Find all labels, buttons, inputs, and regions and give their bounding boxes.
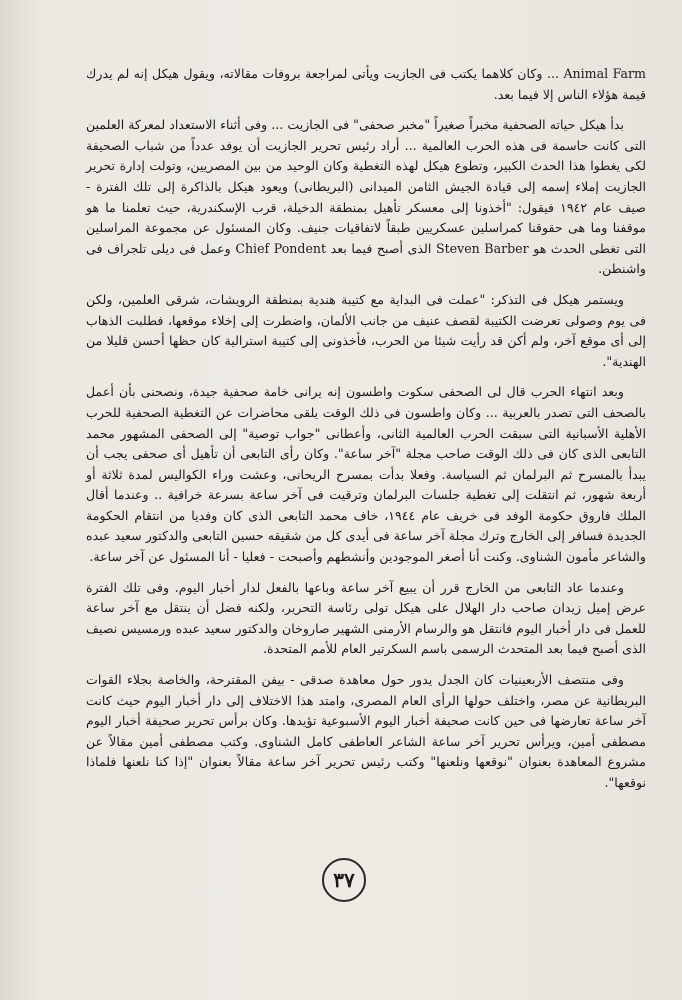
page-number: ٣٧: [322, 858, 366, 902]
page-body: [86, 64, 646, 804]
paragraph-3: ويستمر هيكل فى التذكر: "عملت فى البداية مع كتيبة هندية بمنطقة الرويشات، شرقى العلمين، ولكن فى يوم وصولى تعرضت الكتيبة لقصف عنيف من جانب الألمان، واضطرت إلى إخلاء موقعها، فطلبت الذهاب إلى أى موقع آخر، ولم أكن قد رأيت شيئا من الحرب، فأخذونى إلى كتيبة استرالية كان حظها أحسن قليلا من الهندية".: [86, 291, 646, 369]
paragraph-5: وعندما عاد التابعى من الخارج قرر أن يبيع آخر ساعة وباعها بالفعل لدار أخبار اليوم. وفى تلك الفترة عرض إميل زيدان صاحب دار الهلال على هيكل تولى رئاسة التحرير، ولكنه فضل أن ينتقل مع آخر ساعة للعمل فى دار أخبار اليوم فانتقل هو والرسام الأرمنى الشهير صاروخان والدكتور سعيد عبده ورمسيس نصيف الذى أصبح فيما بعد المتحدث الرسمى باسم السكرتير العام للأمم المتحدة.: [86, 579, 646, 657]
paragraph-4: وبعد انتهاء الحرب قال لى الصحفى سكوت واطسون إنه يرانى خامة صحفية جيدة، ونصحنى بأن أعمل بالصحف التى تصدر بالعربية ... وكان واطسون فى ذلك الوقت يلقى محاضرات عن التغطية الصحفية للحرب الأهلية الأسبانية التى سبقت الحرب العالمية الثانى، وأعطانى "جواب توصية" إلى الصحفى المشهور محمد التابعى الذى كان فى ذلك الوقت صاحب مجلة "آخر ساعة". وكان رأى التابعى أن تأهيل أى صحفى يجب أن يبدأ بالمسرح ثم البرلمان ثم السياسة. وفعلا بدأت بمسرح الريحانى، وعشت وراء الكواليس لمدة ثلاثة أو أربعة شهور، ثم انتقلت إلى تغطية جلسات البرلمان وترقيت فى آخر ساعة بسرعة خرافية .. وعندما أقال الملك فاروق حكومة الوفد فى خريف عام ١٩٤٤، خاف محمد التابعى الذى كان وفديا من انتقام الحكومة الجديدة فسافر إلى الخارج وترك مجلة آخر ساعة فى أيدى كل من شقيقه حسين التابعى والدكتور سعيد عبده والشاعر مأمون الشناوى. وكنت أنا أصغر الموجودين وأنشطهم وأصبحت - فعليا - أنا المسئول عن آخر ساعة.: [86, 384, 646, 565]
paragraph-6: وفى منتصف الأربعينيات كان الجدل يدور حول معاهدة صدقى - بيفن المقترحة، والخاصة بجلاء القوات البريطانية عن مصر، واختلف حولها الرأى العام المصرى، وامتد هذا الاختلاف إلى دار أخبار اليوم حيث كانت آخر ساعة تعارضها فى حين كانت صحيفة أخبار اليوم الأسبوعية تؤيدها. وكان برأس تحرير صحيفة أخبار اليوم مصطفى أمين، ويرأس تحرير آخر ساعة الشاعر العاطفى كامل الشناوى. وكتب مصطفى أمين مقالاً عن مشروع المعاهدة بعنوان "نوقعها ونلعنها" وكتب رئيس تحرير آخر ساعة مقالاً بعنوان "إذا كنا نلعنها فلماذا نوقعها".: [86, 672, 646, 790]
paragraph-2: بدأ هيكل حياته الصحفية مخبراً صغيراً "مخبر صحفى" فى الجازيت ... وفى أثناء الاستعداد لمعركة العلمين التى كانت حاسمة فى هذه الحرب العالمية ... أراد رئيس تحرير الجازيت أن يوفد عدداً من شباب الصحيفة لكى يغطوا هذا الحدث الكبير، وتطوع هيكل لهذه التغطية وكان الوحيد من بين المصريين، وتولت إدارة تحرير الجازيت إملاء إسمه إلى قيادة الجيش الثامن الميدانى (البريطانى) ويعود هيكل بالذاكرة إلى تلك الفترة - صيف عام ١٩٤٢ فيقول: "أخذونا إلى معسكر تأهيل بمنطقة الدخيلة، قرب الإسكندرية، حيث تعلمنا ما هو موقفنا وما هى حقوقنا كمراسلين عسكريين طبقاً لاتفاقيات جنيف. وكان المسئول عن مجموعة المراسلين التى تغطى الحدث هو Steven Barber الذى أصبح فيما بعد Chief Pondent وعمل فى ديلى تلجراف فى واشنطن.: [86, 117, 646, 277]
paragraph-1: Animal Farm ... وكان كلاهما يكتب فى الجازيت ويأتى لمراجعة بروفات مقالاته، ويقول هيكل إنه لم يدرك قيمة هؤلاء الناس إلا فيما بعد.: [86, 66, 646, 102]
